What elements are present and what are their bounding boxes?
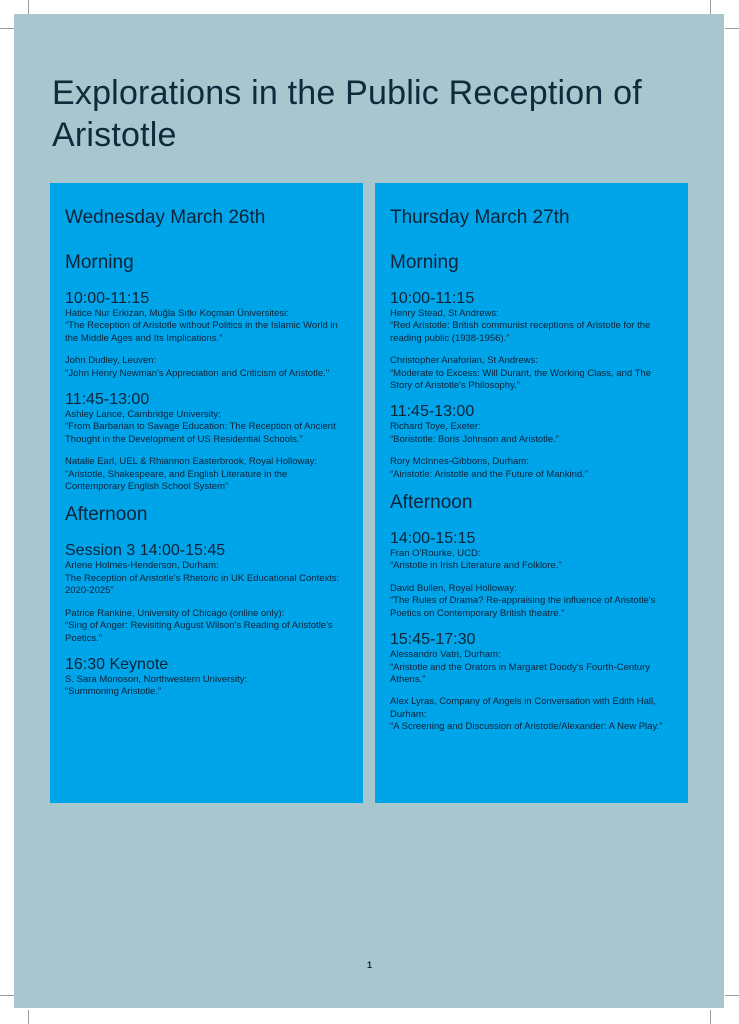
talk-speaker: Richard Toye, Exeter: [390, 421, 481, 433]
talk-speaker: Ashley Lance, Cambridge University: [65, 409, 221, 421]
talk-entry [390, 355, 674, 392]
talk-entry [390, 649, 674, 686]
page-number: 1 [366, 960, 372, 970]
wednesday-column [50, 183, 363, 803]
talk-speaker: Arlene Holmes-Henderson, Durham: [65, 560, 219, 572]
talk-entry [65, 409, 349, 446]
page-title: Explorations in the Public Reception of Aristotle [52, 74, 642, 154]
talk-entry [390, 456, 674, 481]
wednesday-afternoon-schedule [65, 541, 349, 698]
talk-title: “Aristotle and the Orators in Margaret Doody's Fourth-Century Athens.” [390, 661, 651, 685]
talk-title: “Aristotle, Shakespeare, and English Literature in the Contemporary English School System” [65, 468, 288, 493]
crop-mark [725, 995, 739, 996]
talk-entry [65, 608, 349, 645]
talk-title: The Reception of Aristotle's Rhetoric in UK Educational Contexts: 2020-2025” [65, 572, 340, 597]
talk-speaker: Henry Stead, St Andrews: [390, 308, 499, 319]
slot-time: 10:00-11:15 [65, 290, 150, 307]
crop-mark [28, 0, 29, 14]
talk-speaker: John Dudley, Leuven: [65, 355, 157, 367]
crop-mark [710, 0, 711, 14]
talk-speaker: Patrice Rankine, University of Chicago (online only): [65, 607, 285, 619]
talk-entry [390, 308, 674, 345]
talk-title: “Sing of Anger: Revisiting August Wilson's Reading of Aristotle's Poetics.” [65, 620, 333, 644]
talk-title: “Airistotle: Aristotle and the Future of Mankind.” [390, 468, 589, 480]
talk-title: "John Henry Newman's Appreciation and Criticism of Aristotle." [65, 367, 330, 379]
talk-speaker: Christopher Anaforian, St Andrews: [390, 355, 538, 367]
talk-title: “Boristotle: Boris Johnson and Aristotle.” [390, 433, 559, 445]
talk-title: “Moderate to Excess: Will Durant, the Working Class, and The Story of Aristotle's Philosophy.” [390, 367, 652, 392]
slot-time: 10:00-11:15 [390, 290, 475, 307]
slot-time: 14:00-15:15 [390, 530, 476, 548]
talk-title: “The Reception of Aristotle without Politics in the Islamic World in the Middle Ages and Its Implications.” [65, 320, 338, 344]
slot-time: 16:30 Keynote [65, 655, 169, 673]
talk-entry [390, 548, 674, 573]
talk-entry [65, 355, 349, 380]
time-slot [390, 630, 674, 733]
crop-mark [725, 28, 739, 29]
crop-mark [710, 1010, 711, 1024]
talk-entry [390, 696, 674, 733]
talk-entry [65, 456, 349, 493]
talk-speaker: S. Sara Monoson, Northwestern University: [65, 673, 248, 685]
time-slot [390, 529, 674, 620]
slot-time: 15:45-17:30 [390, 631, 476, 649]
time-slot [65, 390, 349, 493]
crop-mark [28, 1010, 29, 1024]
talk-title: “Red Aristotle: British communist receptions of Aristotle for the reading public (1938-1956).” [390, 320, 651, 344]
talk-speaker: David Bullen, Royal Holloway: [390, 582, 517, 594]
talk-speaker: Fran O'Rourke, UCD: [390, 548, 481, 560]
crop-mark [0, 995, 14, 996]
slot-time: Session 3 14:00-15:45 [65, 542, 226, 560]
day-heading: Wednesday March 26th [65, 207, 266, 228]
time-slot [390, 289, 674, 392]
talk-title: “Aristotle in Irish Literature and Folklore.” [390, 560, 562, 572]
slot-time: 11:45-13:00 [65, 391, 150, 409]
talk-entry [65, 674, 349, 699]
day-heading: Thursday March 27th [390, 207, 570, 228]
thursday-morning-schedule [390, 289, 674, 481]
period-heading-morning: Morning [390, 252, 459, 273]
time-slot [65, 655, 349, 699]
time-slot [390, 402, 674, 481]
talk-speaker: Rory McInnes-Gibbons, Durham: [390, 456, 529, 468]
wednesday-morning-schedule [65, 289, 349, 493]
thursday-column [375, 183, 688, 803]
period-heading-afternoon: Afternoon [390, 492, 473, 514]
talk-speaker: Alessandro Vatri, Durham: [390, 649, 501, 661]
talk-title: “A Screening and Discussion of Aristotle/Alexander: A New Play.” [390, 721, 663, 733]
talk-entry [65, 308, 349, 345]
talk-title: “From Barbarian to Savage Education: The Reception of Ancient Thought in the Development of US Residential Schools.” [65, 421, 336, 445]
thursday-afternoon-schedule [390, 529, 674, 733]
talk-title: “Summoning Aristotle.” [65, 686, 162, 698]
period-heading-morning: Morning [65, 252, 134, 273]
talk-title: “The Rules of Drama? Re-appraising the influence of Aristotle's Poetics on Contemporary British theatre.” [390, 595, 656, 619]
slot-time: 11:45-13:00 [390, 403, 475, 421]
talk-entry [390, 583, 674, 620]
talk-speaker: Alex Lyras, Company of Angels in Conversation with Edith Hall, Durham: [390, 696, 656, 720]
talk-entry [390, 421, 674, 446]
period-heading-afternoon: Afternoon [65, 504, 148, 526]
talk-speaker: Natalie Earl, UEL & Rhiannon Easterbrook, Royal Holloway: [65, 456, 318, 468]
talk-speaker: Hatice Nur Erkizan, Muğla Sıtkı Koçman Üniversitesi: [65, 308, 289, 319]
crop-mark [0, 28, 14, 29]
time-slot [65, 541, 349, 644]
time-slot [65, 289, 349, 380]
talk-entry [65, 560, 349, 597]
